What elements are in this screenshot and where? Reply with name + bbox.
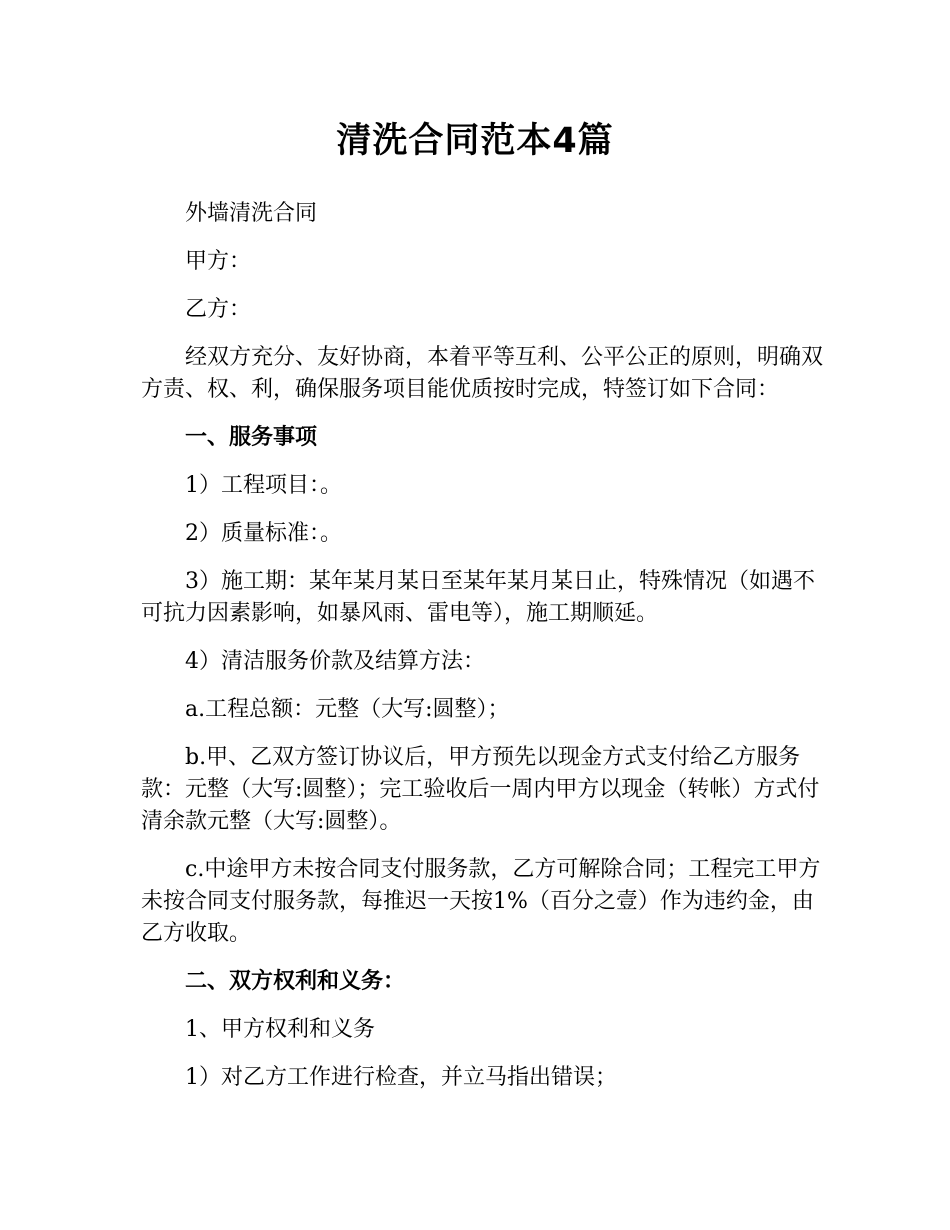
paragraph-construction-period: 3）施工期：某年某月某日至某年某月某日止，特殊情况（如遇不可抗力因素影响，如暴风雨、雷电等），施工期顺延。 — [141, 569, 815, 626]
paragraph-total-amount: a.工程总额：元整（大写:圆整）； — [185, 697, 510, 722]
document-body — [141, 198, 831, 1110]
paragraph-preamble: 经双方充分、友好协商，本着平等互利、公平公正的原则，明确双方责、权、利，确保服务项目能优质按时完成，特签订如下合同： — [141, 345, 824, 402]
paragraph-party-a: 甲方： — [185, 249, 252, 274]
paragraph-penalty: c.中途甲方未按合同支付服务款，乙方可解除合同；工程完工甲方未按合同支付服务款，每推迟一天按1%（百分之壹）作为违约金，由乙方收取。 — [141, 857, 821, 946]
paragraph-payment-terms: b.甲、乙双方签订协议后，甲方预先以现金方式支付给乙方服务款：元整（大写:圆整）；完工验收后一周内甲方以现金（转帐）方式付清余款元整（大写:圆整）。 — [141, 745, 820, 834]
paragraph-party-b: 乙方： — [185, 297, 252, 322]
paragraph-project: 1）工程项目：。 — [185, 473, 342, 498]
paragraph-inspection: 1）对乙方工作进行检查，并立马指出错误； — [185, 1065, 617, 1090]
paragraph-quality-standard: 2）质量标准：。 — [185, 521, 342, 546]
paragraph-contract-name: 外墙清洗合同 — [185, 201, 318, 226]
paragraph-party-a-rights: 1、甲方权利和义务 — [185, 1017, 375, 1042]
paragraph-price-settlement: 4）清洁服务价款及结算方法： — [185, 649, 485, 674]
section-heading-service-items: 一、服务事项 — [185, 425, 318, 450]
section-heading-rights-obligations: 二、双方权利和义务： — [185, 969, 406, 994]
document-title: 清洗合同范本4篇 — [336, 121, 614, 161]
